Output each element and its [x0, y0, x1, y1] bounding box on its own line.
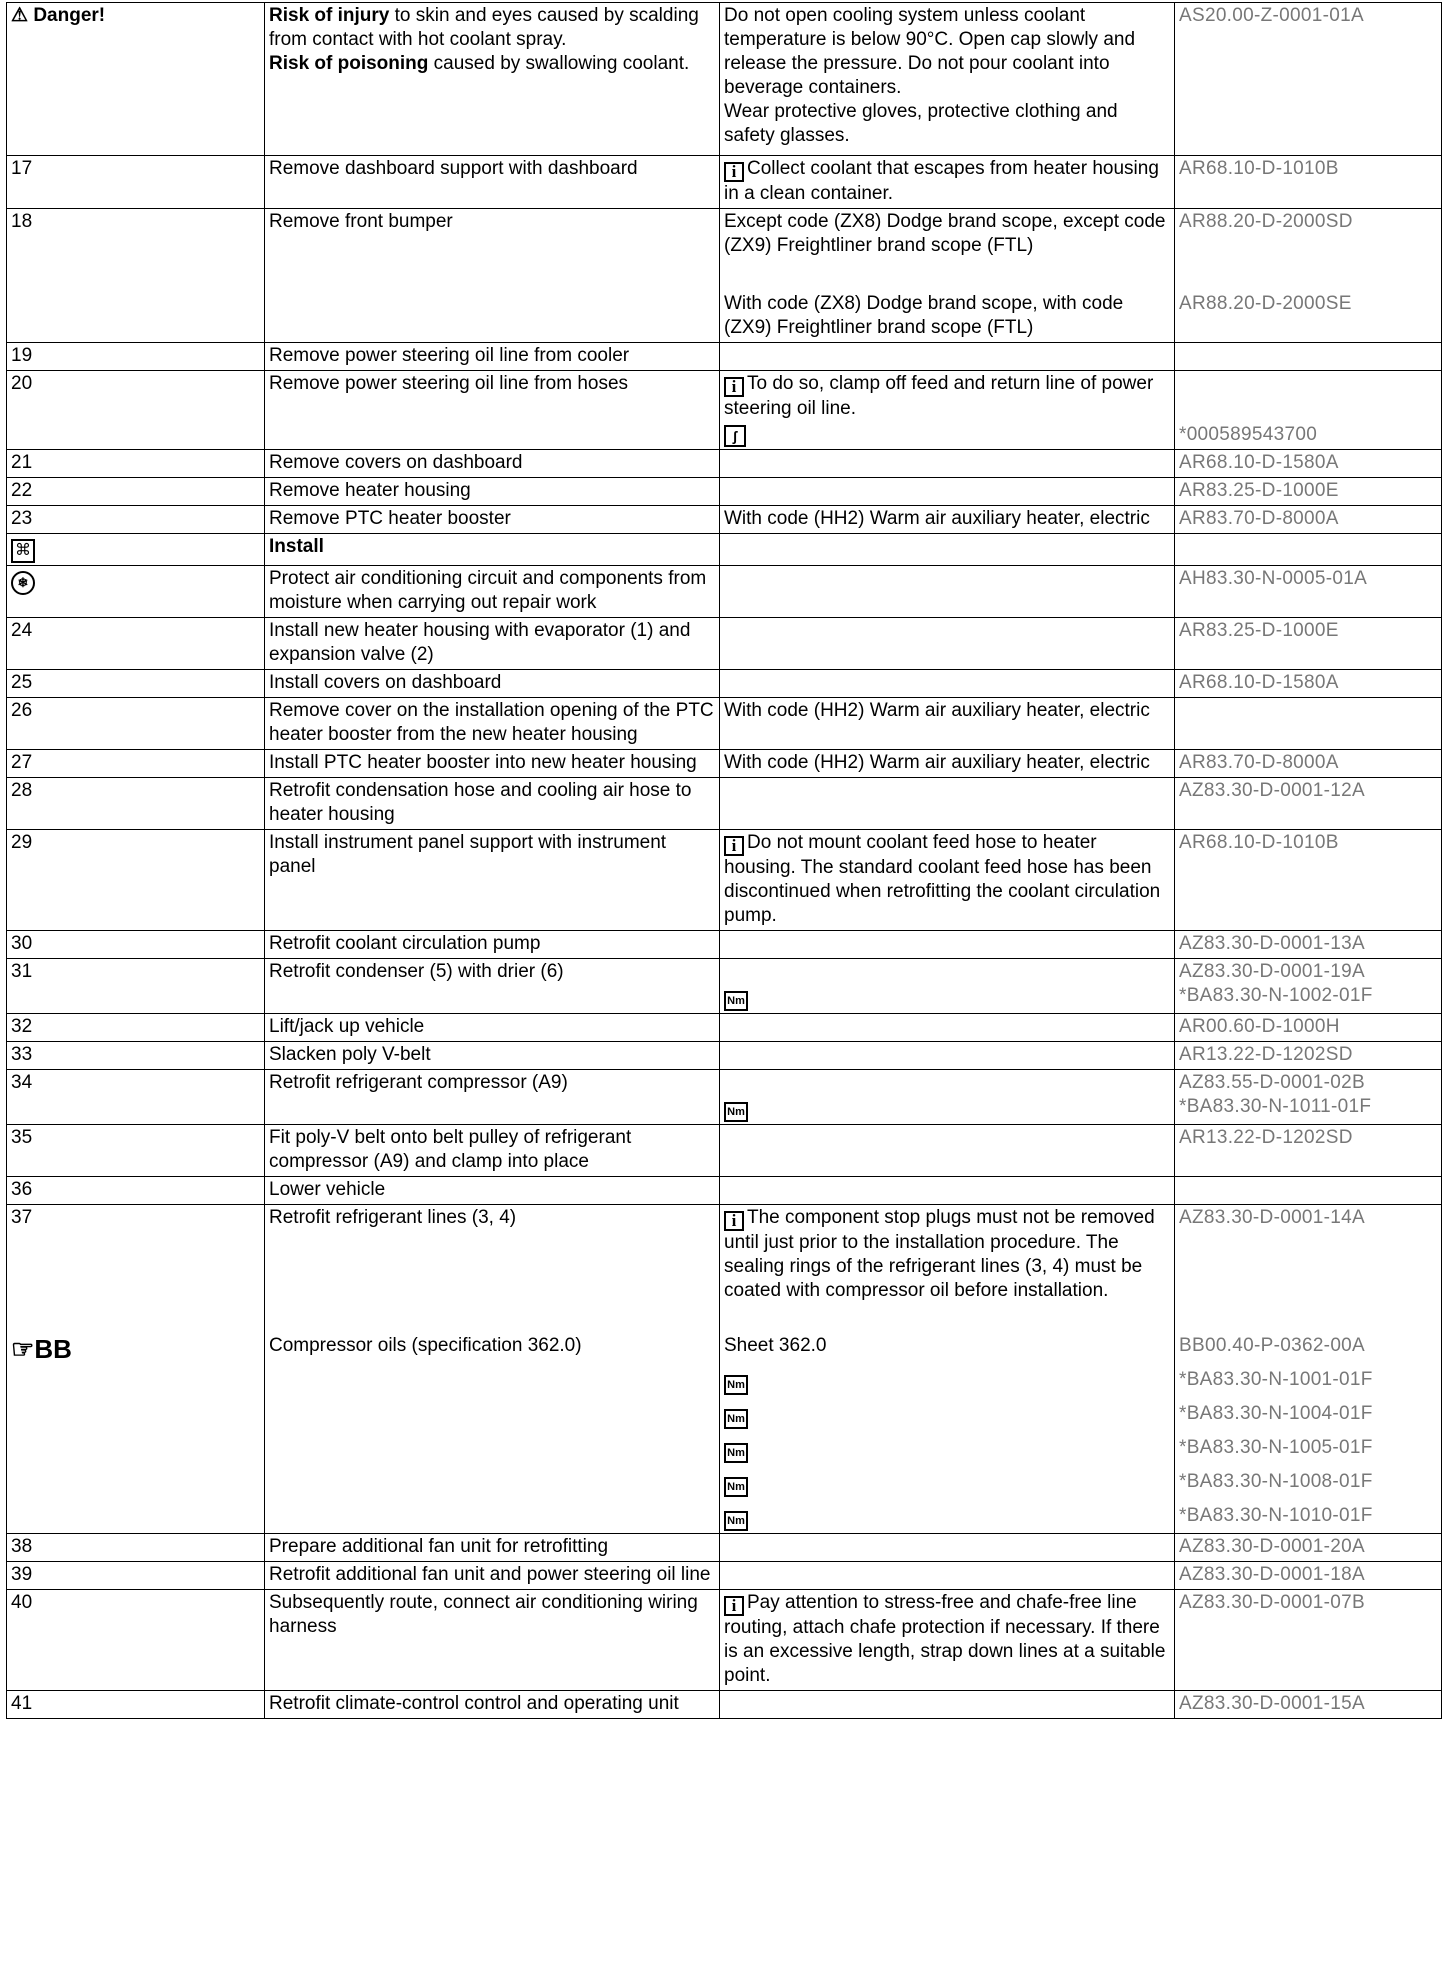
note-text: To do so, clamp off feed and return line of power steering oil line.: [724, 373, 1154, 419]
step-number: 29: [7, 830, 265, 931]
step-ref: AR83.70-D-8000A: [1175, 506, 1442, 534]
table-row: [7, 1590, 1442, 1691]
table-row: [7, 778, 1442, 830]
bb-ref: BB00.40-P-0362-00A: [1179, 1335, 1366, 1356]
step-note: [720, 670, 1175, 698]
step-note: [720, 1177, 1175, 1205]
step-number: 31: [7, 959, 265, 1014]
step-note: [720, 1691, 1175, 1719]
info-icon: i: [724, 377, 744, 397]
ref-2: *BA83.30-N-1011-01F: [1179, 1096, 1372, 1117]
bb-step-text: Compressor oils (specification 362.0): [269, 1335, 582, 1356]
step-number: 22: [7, 478, 265, 506]
table-row: [7, 1534, 1442, 1562]
table-row: [7, 830, 1442, 931]
risk-poisoning-label: Risk of poisoning: [269, 53, 429, 74]
ref-1: AR88.20-D-2000SD: [1179, 211, 1353, 232]
table-row: [7, 450, 1442, 478]
step-number: 35: [7, 1125, 265, 1177]
step-number: 27: [7, 750, 265, 778]
note-text-2: With code (ZX8) Dodge brand scope, with code (ZX9) Freightliner brand scope (FTL): [724, 293, 1124, 338]
step-ref: AR00.60-D-1000H: [1175, 1014, 1442, 1042]
install-icon: ⌘: [11, 539, 35, 563]
note-text: Except code (ZX8) Dodge brand scope, except code (ZX9) Freightliner brand scope (FTL): [724, 211, 1166, 256]
step-note: [720, 1070, 1175, 1125]
step-text: Retrofit coolant circulation pump: [265, 931, 720, 959]
table-row: [7, 478, 1442, 506]
step-number: 40: [7, 1590, 265, 1691]
step-note: [720, 1014, 1175, 1042]
note-text: Pay attention to stress-free and chafe-free line routing, attach chafe protection if necessary. If there is an excessive length, strap down lines at a suitable point.: [724, 1592, 1166, 1686]
step-ref: AZ83.30-D-0001-14A BB00.40-P-0362-00A *BA83.30-N-1001-01F *BA83.30-N-1004-01F *BA83.30-N-1005-01F *BA83.30-N-1008-01F *BA83.30-N-1010-01F: [1175, 1205, 1442, 1534]
step-text: Remove front bumper: [265, 209, 720, 343]
install-heading: Install: [265, 534, 720, 566]
special-tool-icon: ʃ: [724, 425, 746, 447]
torque-icon: Nm: [724, 1477, 748, 1497]
danger-risks: [265, 3, 720, 156]
step-ref: AZ83.30-D-0001-13A: [1175, 931, 1442, 959]
step-text: Remove cover on the installation opening of the PTC heater booster from the new heater housing: [265, 698, 720, 750]
step-number: 38: [7, 1534, 265, 1562]
step-text: Lower vehicle: [265, 1177, 720, 1205]
step-note: [720, 618, 1175, 670]
pointer-icon: ☞: [11, 1334, 35, 1364]
danger-measures: [720, 3, 1175, 156]
note-text: Collect coolant that escapes from heater housing in a clean container.: [724, 158, 1159, 204]
table-row: [7, 618, 1442, 670]
step-ref: AZ83.30-D-0001-12A: [1175, 778, 1442, 830]
step-ref: AZ83.30-D-0001-20A: [1175, 1534, 1442, 1562]
step-number: 24: [7, 618, 265, 670]
step-ref: AR13.22-D-1202SD: [1175, 1125, 1442, 1177]
step-note: [720, 1562, 1175, 1590]
step-text: Install instrument panel support with instrument panel: [265, 830, 720, 931]
table-row: [7, 566, 1442, 618]
step-text: Retrofit additional fan unit and power steering oil line: [265, 1562, 720, 1590]
step-ref: AR83.70-D-8000A: [1175, 750, 1442, 778]
step-note: [720, 1042, 1175, 1070]
risk-injury-text: to skin and eyes caused by scalding from contact with hot coolant spray.: [269, 5, 699, 50]
step-number: 39: [7, 1562, 265, 1590]
step-number: 33: [7, 1042, 265, 1070]
step-number: 23: [7, 506, 265, 534]
step-note: [720, 1125, 1175, 1177]
table-row: [7, 698, 1442, 750]
step-text: Retrofit condensation hose and cooling air hose to heater housing: [265, 778, 720, 830]
step-ref: AZ83.30-D-0001-15A: [1175, 1691, 1442, 1719]
step-number: 26: [7, 698, 265, 750]
step-text: Retrofit climate-control control and operating unit: [265, 1691, 720, 1719]
step-ref: AR83.25-D-1000E: [1175, 618, 1442, 670]
step-note: [720, 478, 1175, 506]
step-text: Prepare additional fan unit for retrofitting: [265, 1534, 720, 1562]
torque-icon: Nm: [724, 1102, 748, 1122]
step-number: 25: [7, 670, 265, 698]
bb-label: BB: [34, 1334, 72, 1364]
torque-icon: Nm: [724, 1409, 748, 1429]
step-text: Install PTC heater booster into new heater housing: [265, 750, 720, 778]
step-ref: [1175, 534, 1442, 566]
step-text: Remove heater housing: [265, 478, 720, 506]
danger-measure-text: Do not open cooling system unless coolant temperature is below 90°C. Open cap slowly and release the pressure. Do not pour coolant into beverage containers.: [724, 5, 1136, 98]
step-note: [720, 1534, 1175, 1562]
table-row: [7, 1014, 1442, 1042]
step-number: 32: [7, 1014, 265, 1042]
step-text: Protect air conditioning circuit and components from moisture when carrying out repair work: [265, 566, 720, 618]
step-text: Fit poly-V belt onto belt pulley of refrigerant compressor (A9) and clamp into place: [265, 1125, 720, 1177]
step-ref: [1175, 1177, 1442, 1205]
step-number: 18: [7, 209, 265, 343]
table-row: [7, 1125, 1442, 1177]
step-text: Remove dashboard support with dashboard: [265, 156, 720, 209]
step-number: 37 ☞BB: [7, 1205, 265, 1534]
danger-ref: AS20.00-Z-0001-01A: [1175, 3, 1442, 156]
step-note: With code (HH2) Warm air auxiliary heater, electric: [720, 698, 1175, 750]
step-note: [720, 209, 1175, 343]
step-text: Retrofit refrigerant lines (3, 4) Compressor oils (specification 362.0): [265, 1205, 720, 1534]
ref-2: AR88.20-D-2000SE: [1179, 293, 1352, 314]
step-number: 41: [7, 1691, 265, 1719]
step-ref: [1175, 343, 1442, 371]
step-ref: [1175, 698, 1442, 750]
step-note: [720, 931, 1175, 959]
table-row: [7, 343, 1442, 371]
step-text: Remove covers on dashboard: [265, 450, 720, 478]
table-row: [7, 506, 1442, 534]
table-row: [7, 1205, 1442, 1534]
step-note: [720, 156, 1175, 209]
step-ref: AR68.10-D-1010B: [1175, 156, 1442, 209]
table-row: [7, 209, 1442, 343]
step-note: [720, 371, 1175, 450]
step-text: Retrofit refrigerant compressor (A9): [265, 1070, 720, 1125]
torque-icon: Nm: [724, 1443, 748, 1463]
step-number: 28: [7, 778, 265, 830]
bb-marker: [11, 1334, 260, 1364]
step-ref: AR68.10-D-1580A: [1175, 670, 1442, 698]
table-row: [7, 1042, 1442, 1070]
table-row: [7, 1070, 1442, 1125]
step-note: [720, 534, 1175, 566]
step-number: 36: [7, 1177, 265, 1205]
step-number: 34: [7, 1070, 265, 1125]
step-number: 17: [7, 156, 265, 209]
step-text: Remove power steering oil line from cooler: [265, 343, 720, 371]
step-ref: AR13.22-D-1202SD: [1175, 1042, 1442, 1070]
table-row: [7, 931, 1442, 959]
step-number: 20: [7, 371, 265, 450]
table-row: [7, 1691, 1442, 1719]
step-text: Remove PTC heater booster: [265, 506, 720, 534]
danger-label: Danger!: [33, 5, 106, 26]
repair-steps-table: [6, 2, 1442, 1719]
table-row: [7, 959, 1442, 1014]
step-text: Retrofit condenser (5) with drier (6): [265, 959, 720, 1014]
step-ref: AH83.30-N-0005-01A: [1175, 566, 1442, 618]
step-text: Install new heater housing with evaporator (1) and expansion valve (2): [265, 618, 720, 670]
note-text: The component stop plugs must not be removed until just prior to the installation procedure. The sealing rings of the refrigerant lines (3, 4) must be coated with compressor oil before installation.: [724, 1207, 1155, 1301]
ref-2: *BA83.30-N-1002-01F: [1179, 985, 1373, 1006]
torque-icon: Nm: [724, 1375, 748, 1395]
table-row-danger: [7, 3, 1442, 156]
risk-injury-label: Risk of injury: [269, 5, 390, 26]
step-note: [720, 450, 1175, 478]
step-number: 19: [7, 343, 265, 371]
note-text: Do not mount coolant feed hose to heater housing. The standard coolant feed hose has been discontinued when retrofitting the coolant circulation pump.: [724, 832, 1161, 926]
danger-measure-text-2: Wear protective gloves, protective clothing and safety glasses.: [724, 101, 1118, 146]
step-note: [720, 1205, 1175, 1534]
table-row: [7, 670, 1442, 698]
step-text: Slacken poly V-belt: [265, 1042, 720, 1070]
step-text: Lift/jack up vehicle: [265, 1014, 720, 1042]
step-note: [720, 343, 1175, 371]
table-row: [7, 1562, 1442, 1590]
info-icon: i: [724, 1596, 744, 1616]
step-ref: AZ83.30-D-0001-07B: [1175, 1590, 1442, 1691]
bb-note-text: Sheet 362.0: [724, 1335, 827, 1356]
torque-icon: Nm: [724, 991, 748, 1011]
risk-poisoning-text: caused by swallowing coolant.: [428, 53, 690, 74]
step-note: [720, 959, 1175, 1014]
air-conditioning-icon: ❄: [11, 571, 35, 595]
step-number: 21: [7, 450, 265, 478]
ref-1: AZ83.55-D-0001-02B: [1179, 1072, 1366, 1093]
step-number: 30: [7, 931, 265, 959]
table-row: [7, 750, 1442, 778]
step-note: [720, 778, 1175, 830]
step-ref: AR68.10-D-1010B: [1175, 830, 1442, 931]
warning-icon: ⚠: [11, 5, 29, 26]
step-note: [720, 1590, 1175, 1691]
table-row: [7, 1177, 1442, 1205]
step-ref: [1175, 209, 1442, 343]
table-row-install: [7, 534, 1442, 566]
step-note: With code (HH2) Warm air auxiliary heater, electric: [720, 750, 1175, 778]
step-ref: [1175, 1070, 1442, 1125]
info-icon: i: [724, 836, 744, 856]
step-ref: AZ83.30-D-0001-18A: [1175, 1562, 1442, 1590]
info-icon: i: [724, 1211, 744, 1231]
step-note: [720, 830, 1175, 931]
table-row: [7, 156, 1442, 209]
step-ref: AR83.25-D-1000E: [1175, 478, 1442, 506]
info-icon: i: [724, 162, 744, 182]
step-ref: *000589543700: [1175, 371, 1442, 450]
ref-1: AZ83.30-D-0001-19A: [1179, 961, 1366, 982]
step-text: Remove power steering oil line from hoses: [265, 371, 720, 450]
step-note: With code (HH2) Warm air auxiliary heater, electric: [720, 506, 1175, 534]
step-note: [720, 566, 1175, 618]
torque-icon: Nm: [724, 1511, 748, 1531]
install-icon-cell: [7, 534, 265, 566]
danger-cell: [7, 3, 265, 156]
step-text: Install covers on dashboard: [265, 670, 720, 698]
step-text: Subsequently route, connect air conditioning wiring harness: [265, 1590, 720, 1691]
table-row: [7, 371, 1442, 450]
step-ref: AR68.10-D-1580A: [1175, 450, 1442, 478]
step-ref: [1175, 959, 1442, 1014]
ac-icon-cell: [7, 566, 265, 618]
